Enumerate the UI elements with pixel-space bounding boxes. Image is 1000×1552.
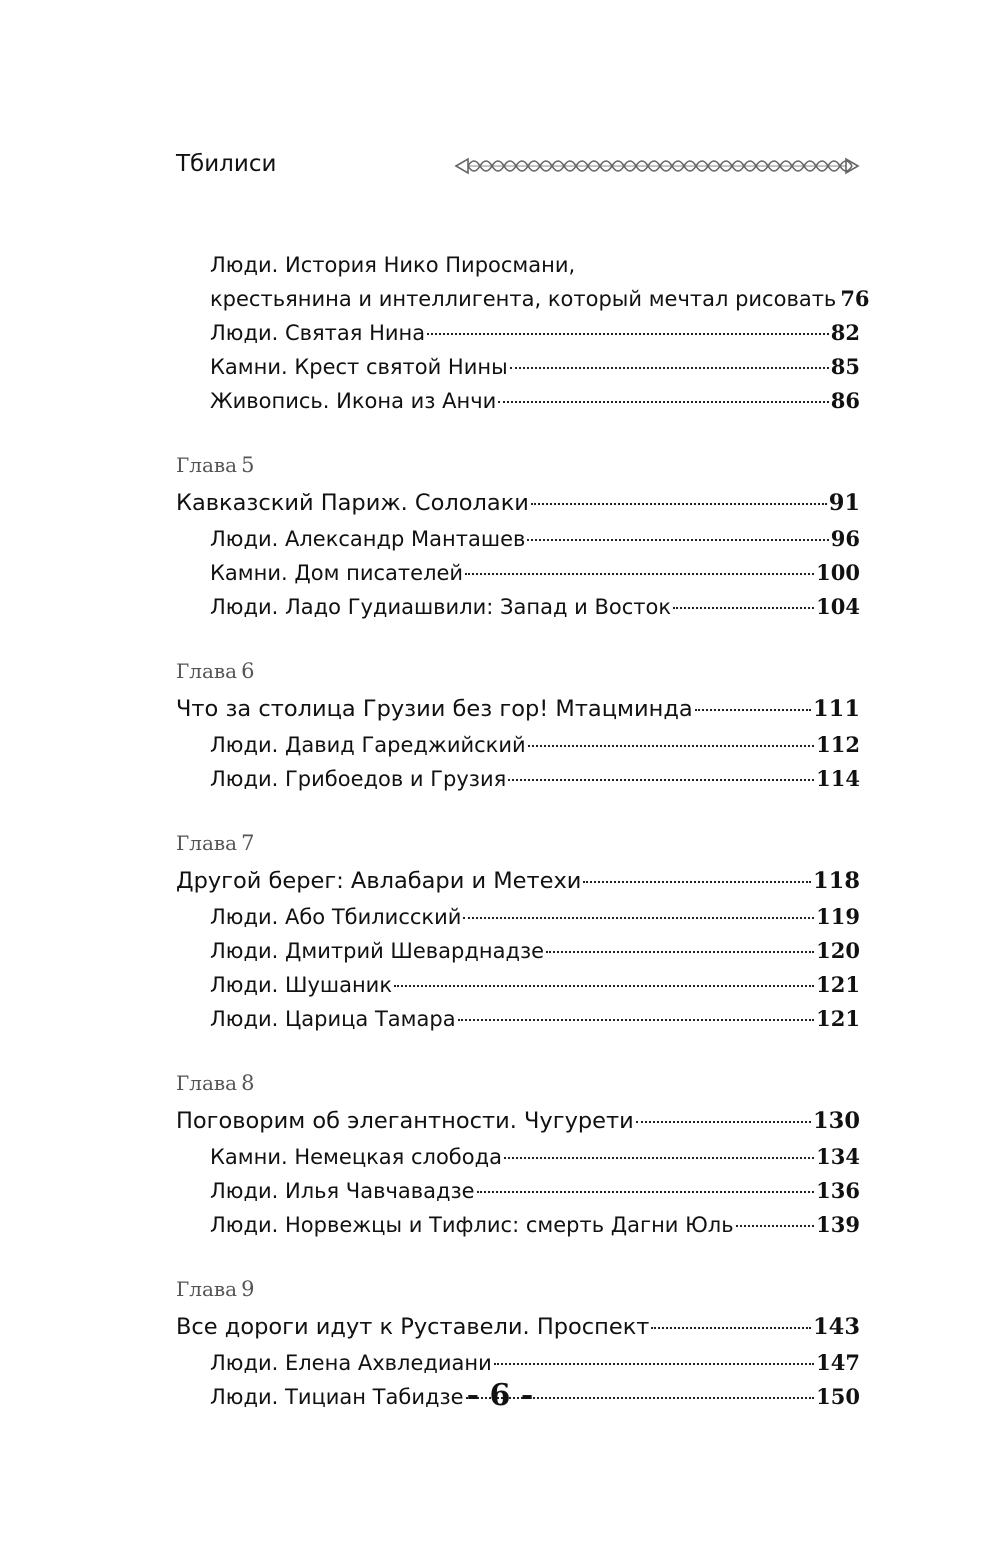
- toc-entry-title: Поговорим об элегантности. Чугурети: [176, 1108, 634, 1134]
- toc-entry-title: Что за столица Грузии без гор! Мтацминда: [176, 696, 693, 722]
- toc-entry-page: 111: [813, 696, 860, 722]
- dot-leader: [528, 745, 814, 747]
- toc-entry-page: 120: [816, 938, 860, 963]
- chapter-title-entry: [176, 862, 860, 900]
- toc-entry-page: 118: [813, 868, 860, 894]
- chapter-number: 8: [241, 1071, 255, 1095]
- chapter-word: Глава: [176, 1277, 238, 1301]
- toc-entry-page: 85: [830, 354, 860, 379]
- dot-leader: [504, 1157, 814, 1159]
- chapter-title-entry: [176, 1308, 860, 1346]
- chapter-word: Глава: [176, 1071, 238, 1095]
- toc-entry-title: Люди. Ладо Гудиашвили: Запад и Восток: [210, 595, 672, 619]
- dot-leader: [498, 401, 828, 403]
- dot-leader: [531, 503, 827, 505]
- toc-entry-page: 112: [816, 732, 860, 757]
- chapter-word: Глава: [176, 831, 238, 855]
- dot-leader: [636, 1121, 811, 1123]
- toc-entry-page: 76: [840, 286, 870, 311]
- braided-ornament-icon: [454, 154, 860, 178]
- toc-entry: [176, 1174, 860, 1208]
- dot-leader: [673, 607, 814, 609]
- toc-entry-page: 100: [816, 560, 860, 585]
- toc-entry: [176, 968, 860, 1002]
- chapter-number: 7: [241, 831, 255, 855]
- toc-entry: [176, 728, 860, 762]
- dot-leader: [736, 1225, 815, 1227]
- dot-leader: [583, 881, 811, 883]
- toc-entry-page: 91: [828, 490, 860, 516]
- chapter-word: Глава: [176, 659, 238, 683]
- toc-entry-title: Люди. Святая Нина: [210, 321, 426, 345]
- dot-leader: [695, 709, 811, 711]
- toc-entry: [176, 1208, 860, 1242]
- dot-leader: [510, 367, 829, 369]
- toc-entry-title: Люди. Або Тбилисский: [210, 905, 462, 929]
- toc-entry-title: Все дороги идут к Руставели. Проспект: [176, 1314, 650, 1340]
- toc-entry-title: Камни. Крест святой Нины: [210, 355, 508, 379]
- chapter-block: [176, 1068, 860, 1242]
- toc-entry-title: Живопись. Икона из Анчи: [210, 389, 497, 413]
- dot-leader: [508, 779, 814, 781]
- chapter-title-entry: [176, 1102, 860, 1140]
- dot-leader: [651, 1327, 811, 1329]
- dot-leader: [427, 333, 829, 335]
- toc-entry-title: Люди. Шушаник: [210, 973, 393, 997]
- toc-entry-page: 121: [816, 1006, 860, 1031]
- toc-entry-page: 136: [816, 1178, 860, 1203]
- toc-entry-title: Люди. Царица Тамара: [210, 1007, 456, 1031]
- toc-entry: [176, 934, 860, 968]
- toc-entry-page: 119: [816, 904, 860, 929]
- toc-entry-page: 143: [813, 1314, 860, 1340]
- toc-entry-title: Люди. Давид Гареджийский: [210, 733, 526, 757]
- chapter-label: [176, 450, 860, 480]
- chapter-block: [176, 450, 860, 624]
- running-header: [176, 146, 860, 186]
- toc-entry-title: Люди. Дмитрий Шеварднадзе: [210, 939, 545, 963]
- chapter-block: [176, 828, 860, 1036]
- toc-entry-page: 104: [816, 594, 860, 619]
- toc-entry: [176, 522, 860, 556]
- toc-entry: [176, 1002, 860, 1036]
- dot-leader: [394, 985, 814, 987]
- page-number: - 6 -: [466, 1378, 534, 1413]
- chapter-label: [176, 1274, 860, 1304]
- toc-entry-title: крестьянина и интеллигента, который мечтал рисовать: [210, 287, 837, 311]
- chapter-number: 6: [241, 659, 255, 683]
- toc-entry-page: 150: [816, 1384, 860, 1409]
- toc-entry: [176, 282, 870, 316]
- toc-entry: [176, 1140, 860, 1174]
- toc-entry-title: Кавказский Париж. Сололаки: [176, 490, 529, 516]
- toc-entry-title: Люди. Норвежцы и Тифлис: смерть Дагни Юль: [210, 1213, 734, 1237]
- toc-entry-title: Люди. Грибоедов и Грузия: [210, 767, 507, 791]
- dot-leader: [546, 951, 814, 953]
- toc-entry-title: Люди. Илья Чавчавадзе: [210, 1179, 475, 1203]
- toc-entry-page: 130: [813, 1108, 860, 1134]
- toc-entry-page: 147: [816, 1350, 860, 1375]
- chapter-title-entry: [176, 690, 860, 728]
- chapter-number: 5: [241, 453, 255, 477]
- toc-entry-page: 139: [816, 1212, 860, 1237]
- dot-leader: [458, 1019, 815, 1021]
- toc-entry: [176, 590, 860, 624]
- toc-entry-title: Камни. Немецкая слобода: [210, 1145, 502, 1169]
- toc-entry-page: 114: [816, 766, 860, 791]
- chapter-number: 9: [241, 1277, 255, 1301]
- toc-entry-title: Люди. Тициан Табидзе: [210, 1385, 464, 1409]
- chapter-label: [176, 828, 860, 858]
- chapter-title-entry: [176, 484, 860, 522]
- toc-entry-line: Люди. История Нико Пиросмани,: [210, 253, 576, 277]
- chapter-block: [176, 656, 860, 796]
- toc-entry-title: Другой берег: Авлабари и Метехи: [176, 868, 582, 894]
- running-title: Тбилиси: [176, 151, 277, 177]
- chapter-label: [176, 1068, 860, 1098]
- toc-entry-title: Камни. Дом писателей: [210, 561, 464, 585]
- toc-entry-page: 121: [816, 972, 860, 997]
- dot-leader: [477, 1191, 815, 1193]
- toc-entry: [176, 900, 860, 934]
- toc-entry-page: 86: [830, 388, 860, 413]
- toc-entry-page: 96: [830, 526, 860, 551]
- dot-leader: [494, 1363, 814, 1365]
- dot-leader: [527, 539, 828, 541]
- toc-entry-title: Люди. Елена Ахвледиани: [210, 1351, 492, 1375]
- chapter-word: Глава: [176, 453, 238, 477]
- table-of-contents: [176, 248, 870, 1414]
- dot-leader: [465, 573, 814, 575]
- toc-entry-page: 134: [816, 1144, 860, 1169]
- toc-entry: [176, 384, 860, 418]
- toc-entry-page: 82: [830, 320, 860, 345]
- toc-entry: [176, 762, 860, 796]
- continued-section: [176, 248, 870, 418]
- toc-entry: [176, 316, 860, 350]
- toc-entry-title: Люди. Александр Манташев: [210, 527, 526, 551]
- chapter-label: [176, 656, 860, 686]
- toc-entry: [176, 350, 860, 384]
- dot-leader: [463, 917, 814, 919]
- toc-entry: [176, 556, 860, 590]
- toc-entry: [176, 1346, 860, 1380]
